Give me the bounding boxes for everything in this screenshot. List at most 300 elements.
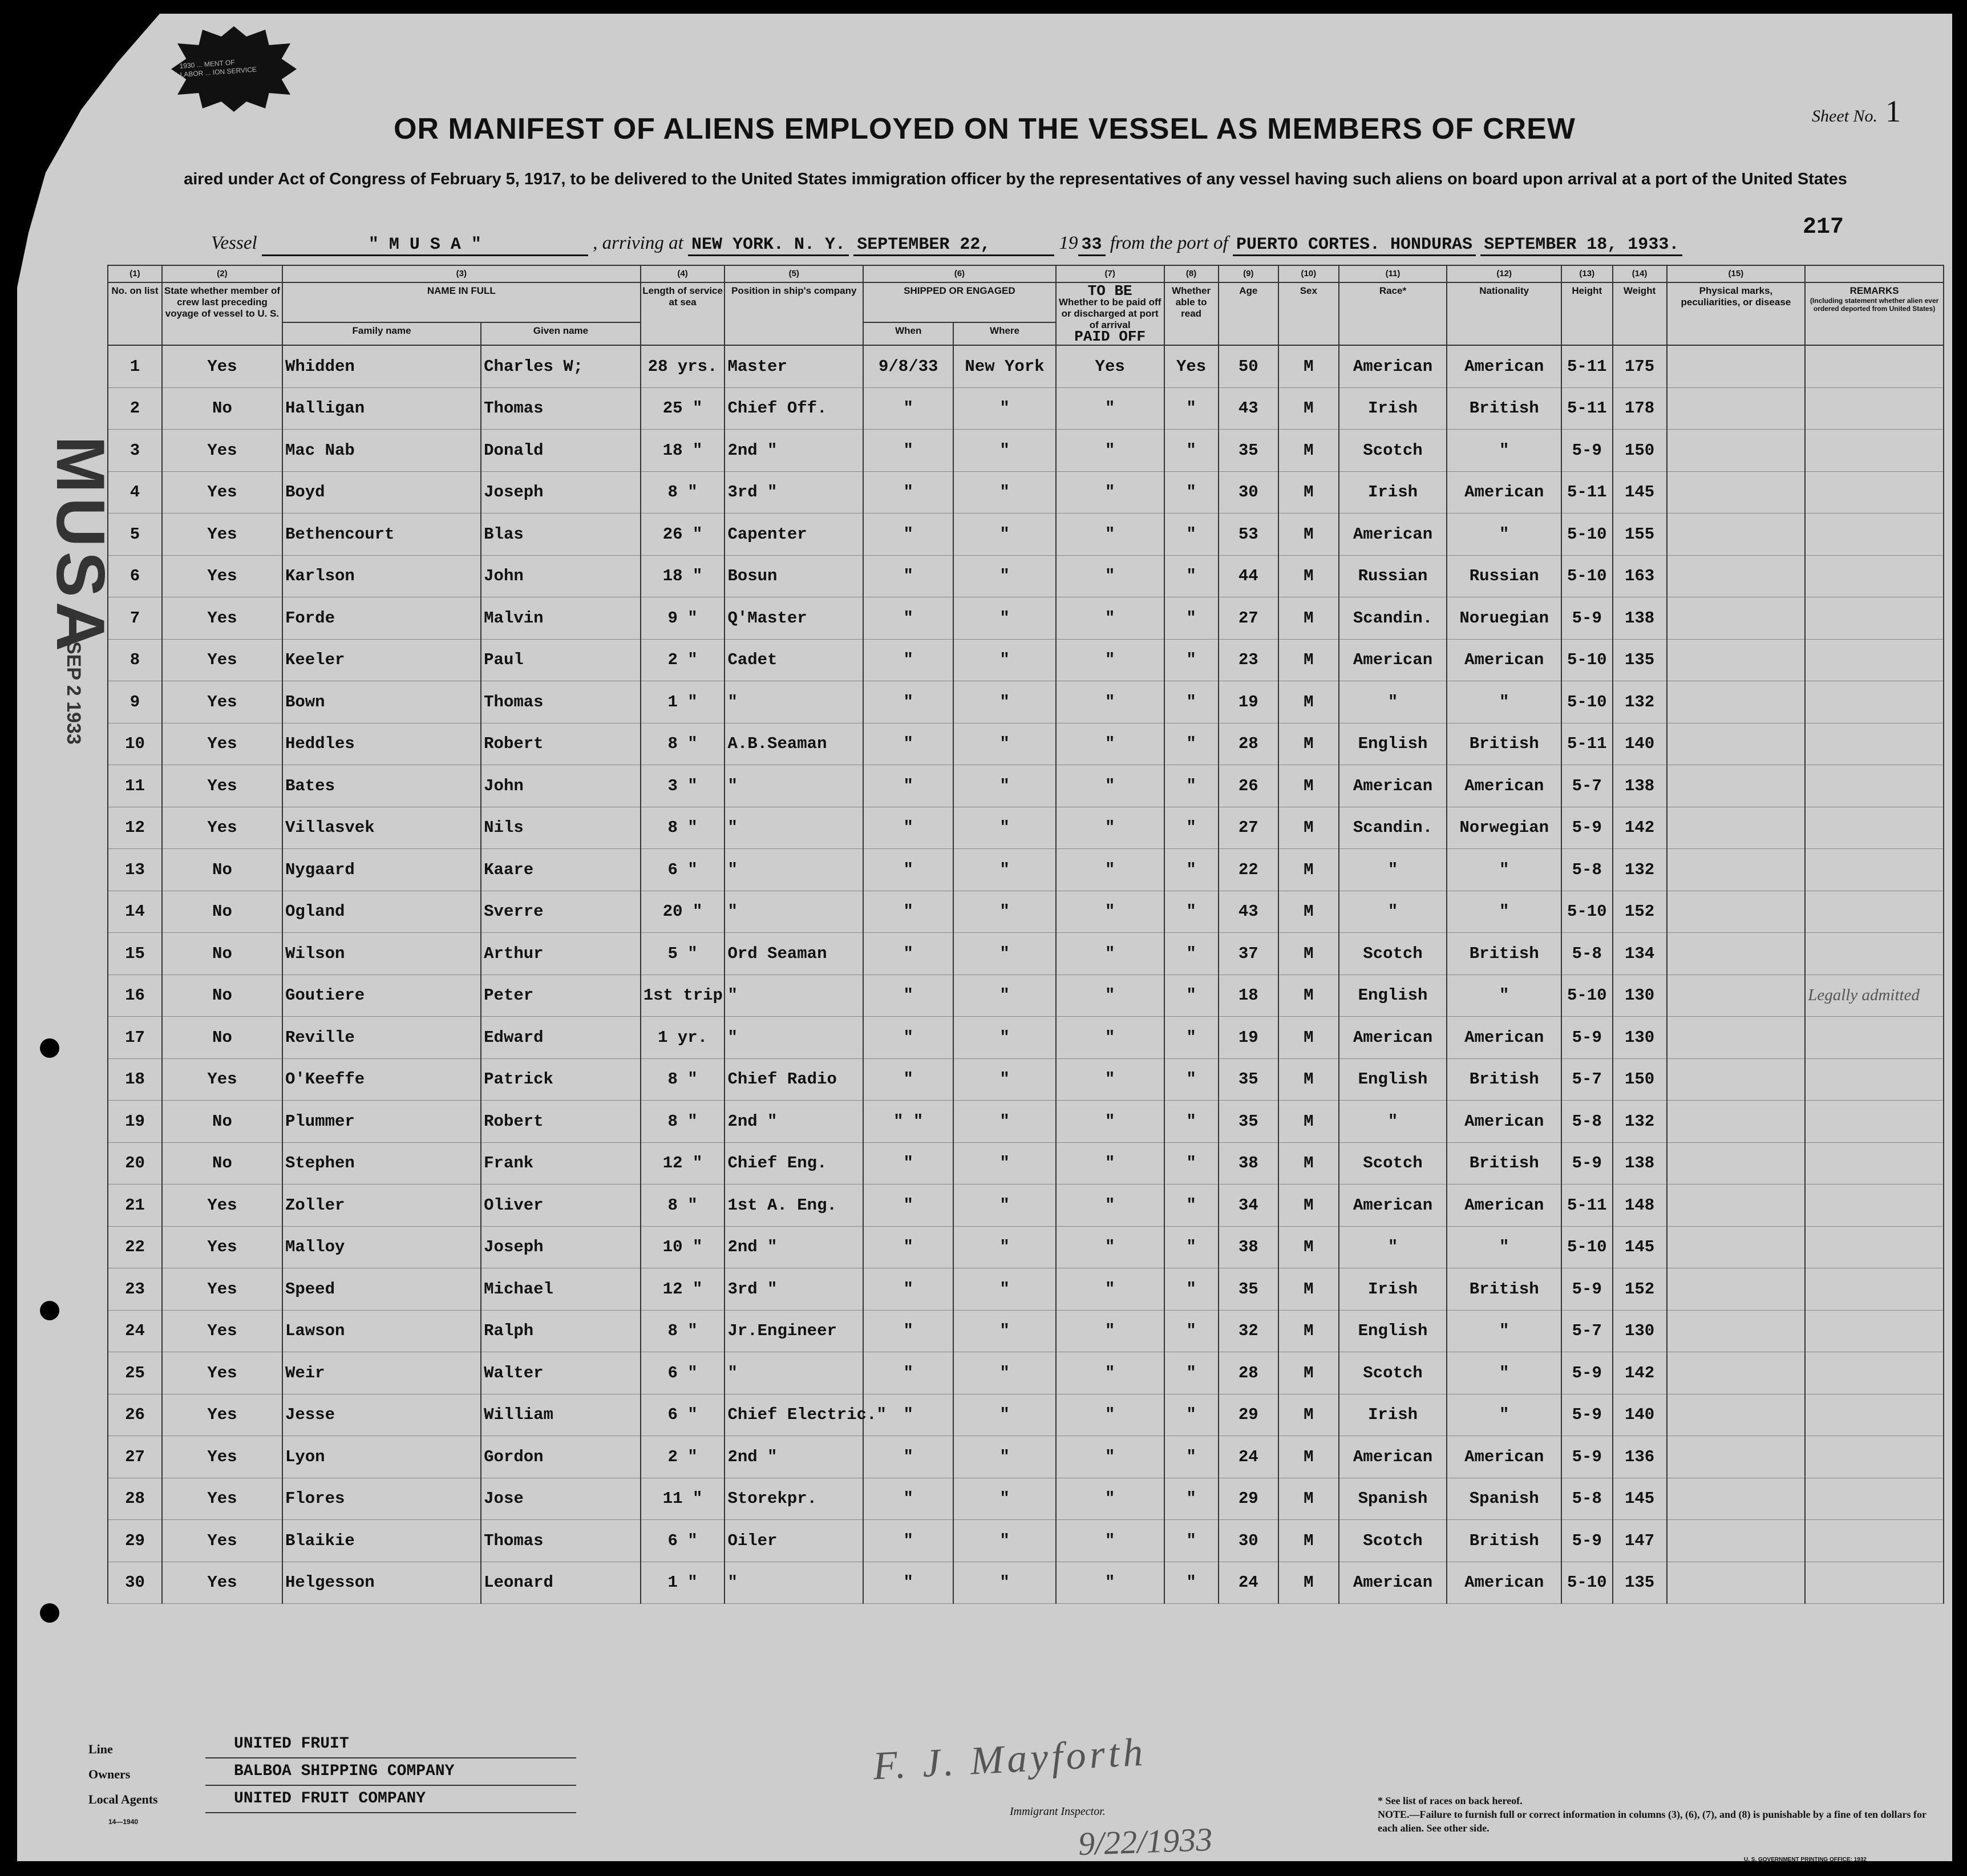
cell-age: 29 — [1219, 1478, 1279, 1520]
cell-row-number: 29 — [108, 1520, 162, 1562]
table-row — [108, 933, 1944, 975]
cell-age: 24 — [1219, 1436, 1279, 1478]
cell-able-to-read: " — [1164, 1562, 1219, 1604]
cell-physical-marks — [1667, 345, 1806, 387]
cell-length-of-service: 1 yr. — [641, 1017, 725, 1059]
cell-sex: M — [1278, 1226, 1339, 1268]
cell-sex: M — [1278, 765, 1339, 807]
cell-sex: M — [1278, 1436, 1339, 1478]
cell-shipped-when: " — [863, 1520, 953, 1562]
cell-previous-voyage: No — [162, 1017, 282, 1059]
sheet-number-value: 1 — [1885, 94, 1901, 128]
cell-sex: M — [1278, 514, 1339, 556]
cell-weight: 136 — [1613, 1436, 1667, 1478]
cell-able-to-read: " — [1164, 1184, 1219, 1227]
cell-family-name: Reville — [282, 1017, 481, 1059]
cell-able-to-read: " — [1164, 555, 1219, 597]
cell-remarks — [1805, 1184, 1944, 1227]
crew-table — [107, 265, 1944, 1604]
cell-length-of-service: 12 " — [641, 1142, 725, 1184]
cell-weight: 138 — [1613, 597, 1667, 640]
cell-family-name: Villasvek — [282, 807, 481, 849]
cell-nationality: American — [1447, 639, 1561, 681]
cell-shipped-where: " — [953, 1394, 1055, 1436]
table-row — [108, 765, 1944, 807]
cell-weight: 148 — [1613, 1184, 1667, 1227]
cell-nationality: American — [1447, 1562, 1561, 1604]
cell-position: 3rd " — [725, 471, 863, 514]
cell-family-name: Heddles — [282, 723, 481, 765]
cell-sex: M — [1278, 1352, 1339, 1394]
table-row — [108, 681, 1944, 723]
cell-sex: M — [1278, 681, 1339, 723]
cell-height: 5-10 — [1561, 555, 1613, 597]
cell-paid-off: " — [1056, 1058, 1164, 1101]
cell-position: " — [725, 765, 863, 807]
cell-age: 37 — [1219, 933, 1279, 975]
from-label: from the port of — [1110, 233, 1228, 253]
cell-paid-off: " — [1056, 1436, 1164, 1478]
cell-paid-off: " — [1056, 975, 1164, 1017]
cell-physical-marks — [1667, 597, 1806, 640]
cell-age: 18 — [1219, 975, 1279, 1017]
cell-age: 19 — [1219, 1017, 1279, 1059]
cell-family-name: Plummer — [282, 1101, 481, 1143]
table-row — [108, 1352, 1944, 1394]
colnum-12: (12) — [1447, 265, 1561, 282]
cell-age: 53 — [1219, 514, 1279, 556]
cell-position: 3rd " — [725, 1268, 863, 1311]
cell-able-to-read: " — [1164, 597, 1219, 640]
cell-previous-voyage: Yes — [162, 1562, 282, 1604]
cell-race: " — [1339, 849, 1447, 891]
cell-race: Scotch — [1339, 1352, 1447, 1394]
cell-weight: 145 — [1613, 471, 1667, 514]
cell-row-number: 14 — [108, 891, 162, 933]
footer-labels — [88, 1737, 158, 1812]
cell-shipped-where: " — [953, 555, 1055, 597]
cell-nationality: Spanish — [1447, 1478, 1561, 1520]
cell-physical-marks — [1667, 1478, 1806, 1520]
cell-given-name: Thomas — [481, 1520, 641, 1562]
cell-family-name: Lawson — [282, 1310, 481, 1352]
cell-weight: 132 — [1613, 1101, 1667, 1143]
cell-given-name: Oliver — [481, 1184, 641, 1227]
cell-age: 28 — [1219, 723, 1279, 765]
cell-able-to-read: " — [1164, 1520, 1219, 1562]
cell-row-number: 9 — [108, 681, 162, 723]
cell-physical-marks — [1667, 1436, 1806, 1478]
cell-row-number: 4 — [108, 471, 162, 514]
cell-length-of-service: 10 " — [641, 1226, 725, 1268]
cell-shipped-when: " — [863, 471, 953, 514]
cell-position: Ord Seaman — [725, 933, 863, 975]
cell-nationality: " — [1447, 849, 1561, 891]
table-row — [108, 1058, 1944, 1101]
cell-previous-voyage: Yes — [162, 1226, 282, 1268]
cell-shipped-when: " — [863, 1310, 953, 1352]
cell-age: 35 — [1219, 430, 1279, 472]
cell-weight: 138 — [1613, 1142, 1667, 1184]
cell-race: American — [1339, 1436, 1447, 1478]
cell-race: Scandin. — [1339, 597, 1447, 640]
cell-given-name: Michael — [481, 1268, 641, 1311]
margin-date: SEP 2 1933 — [63, 641, 84, 745]
cell-length-of-service: 18 " — [641, 555, 725, 597]
cell-shipped-when: " — [863, 514, 953, 556]
cell-weight: 135 — [1613, 639, 1667, 681]
cell-previous-voyage: Yes — [162, 345, 282, 387]
cell-previous-voyage: Yes — [162, 555, 282, 597]
cell-remarks: Legally admitted — [1805, 975, 1944, 1017]
cell-weight: 152 — [1613, 1268, 1667, 1311]
cell-given-name: Sverre — [481, 891, 641, 933]
cell-remarks — [1805, 933, 1944, 975]
cell-given-name: Paul — [481, 639, 641, 681]
cell-family-name: Whidden — [282, 345, 481, 387]
cell-shipped-where: " — [953, 807, 1055, 849]
cell-age: 50 — [1219, 345, 1279, 387]
header-paid-off — [1056, 282, 1164, 345]
to-be-stamp: TO BE — [1087, 282, 1132, 300]
arrival-date: SEPTEMBER 22, — [853, 235, 1054, 256]
cell-able-to-read: " — [1164, 1101, 1219, 1143]
cell-previous-voyage: No — [162, 933, 282, 975]
cell-age: 38 — [1219, 1142, 1279, 1184]
cell-family-name: Jesse — [282, 1394, 481, 1436]
cell-remarks — [1805, 1478, 1944, 1520]
cell-shipped-where: " — [953, 1226, 1055, 1268]
cell-given-name: Jose — [481, 1478, 641, 1520]
cell-shipped-when: " — [863, 933, 953, 975]
cell-remarks — [1805, 1268, 1944, 1311]
table-row — [108, 1394, 1944, 1436]
cell-shipped-when: " — [863, 849, 953, 891]
cell-remarks — [1805, 1436, 1944, 1478]
cell-physical-marks — [1667, 471, 1806, 514]
cell-shipped-when: " — [863, 1352, 953, 1394]
cell-height: 5-7 — [1561, 765, 1613, 807]
cell-nationality: " — [1447, 681, 1561, 723]
cell-shipped-where: " — [953, 387, 1055, 430]
line-label: Line — [88, 1742, 113, 1756]
cell-race: American — [1339, 514, 1447, 556]
cell-nationality: British — [1447, 1058, 1561, 1101]
cell-shipped-when: " — [863, 975, 953, 1017]
cell-race: American — [1339, 1017, 1447, 1059]
cell-shipped-when: " — [863, 807, 953, 849]
paid-off-stamp: PAID OFF — [1074, 328, 1146, 345]
cell-age: 35 — [1219, 1101, 1279, 1143]
cell-previous-voyage: Yes — [162, 597, 282, 640]
cell-given-name: John — [481, 765, 641, 807]
cell-sex: M — [1278, 471, 1339, 514]
cell-previous-voyage: Yes — [162, 1184, 282, 1227]
cell-sex: M — [1278, 723, 1339, 765]
cell-paid-off: " — [1056, 597, 1164, 640]
remarks-subtitle: (Including statement whether alien ever ordered deported from United States) — [1810, 297, 1939, 313]
cell-shipped-where: " — [953, 1268, 1055, 1311]
cell-weight: 150 — [1613, 1058, 1667, 1101]
cell-physical-marks — [1667, 555, 1806, 597]
cell-height: 5-8 — [1561, 1101, 1613, 1143]
cell-sex: M — [1278, 807, 1339, 849]
cell-shipped-when: " — [863, 1394, 953, 1436]
cell-age: 44 — [1219, 555, 1279, 597]
cell-family-name: Forde — [282, 597, 481, 640]
cell-previous-voyage: No — [162, 849, 282, 891]
manifest-sheet — [17, 14, 1952, 1861]
cell-shipped-where: " — [953, 1352, 1055, 1394]
cell-shipped-where: " — [953, 1310, 1055, 1352]
cell-sex: M — [1278, 891, 1339, 933]
cell-family-name: Bethencourt — [282, 514, 481, 556]
cell-nationality: British — [1447, 933, 1561, 975]
cell-remarks — [1805, 471, 1944, 514]
colnum-16 — [1805, 265, 1944, 282]
paid-off-text: Whether to be paid off or discharged at port of arrival — [1058, 297, 1161, 330]
cell-weight: 163 — [1613, 555, 1667, 597]
cell-remarks — [1805, 1058, 1944, 1101]
cell-nationality: " — [1447, 1352, 1561, 1394]
cell-sex: M — [1278, 975, 1339, 1017]
cell-height: 5-9 — [1561, 807, 1613, 849]
cell-length-of-service: 6 " — [641, 1520, 725, 1562]
cell-position: " — [725, 681, 863, 723]
cell-height: 5-9 — [1561, 1352, 1613, 1394]
sheet-label: Sheet No. — [1812, 107, 1877, 126]
cell-length-of-service: 18 " — [641, 430, 725, 472]
cell-shipped-when: " — [863, 597, 953, 640]
cell-remarks — [1805, 891, 1944, 933]
cell-given-name: Walter — [481, 1352, 641, 1394]
cell-remarks — [1805, 765, 1944, 807]
cell-shipped-when: " — [863, 1478, 953, 1520]
inspector-label: Immigrant Inspector. — [1010, 1805, 1106, 1818]
cell-previous-voyage: Yes — [162, 514, 282, 556]
cell-race: American — [1339, 639, 1447, 681]
cell-length-of-service: 26 " — [641, 514, 725, 556]
cell-family-name: Weir — [282, 1352, 481, 1394]
cell-length-of-service: 28 yrs. — [641, 345, 725, 387]
cell-length-of-service: 8 " — [641, 807, 725, 849]
cell-position: " — [725, 1562, 863, 1604]
cell-physical-marks — [1667, 1352, 1806, 1394]
cell-height: 5-10 — [1561, 891, 1613, 933]
cell-position: Oiler — [725, 1520, 863, 1562]
cell-shipped-where: " — [953, 1101, 1055, 1143]
vessel-line — [211, 233, 1682, 256]
cell-paid-off: " — [1056, 891, 1164, 933]
cell-previous-voyage: Yes — [162, 723, 282, 765]
cell-row-number: 6 — [108, 555, 162, 597]
cell-nationality: American — [1447, 1184, 1561, 1227]
cell-paid-off: " — [1056, 430, 1164, 472]
table-row — [108, 807, 1944, 849]
cell-nationality: British — [1447, 1268, 1561, 1311]
cell-shipped-when: " — [863, 765, 953, 807]
cell-family-name: Helgesson — [282, 1562, 481, 1604]
cell-row-number: 16 — [108, 975, 162, 1017]
cell-shipped-where: " — [953, 430, 1055, 472]
cell-remarks — [1805, 849, 1944, 891]
colnum-11: (11) — [1339, 265, 1447, 282]
colnum-7: (7) — [1056, 265, 1164, 282]
table-row — [108, 345, 1944, 387]
cell-previous-voyage: Yes — [162, 1352, 282, 1394]
cell-position: " — [725, 1017, 863, 1059]
cell-position: 1st A. Eng. — [725, 1184, 863, 1227]
cell-position: Jr.Engineer — [725, 1310, 863, 1352]
cell-physical-marks — [1667, 1101, 1806, 1143]
cell-length-of-service: 8 " — [641, 471, 725, 514]
cell-given-name: Donald — [481, 430, 641, 472]
table-row — [108, 1101, 1944, 1143]
cell-physical-marks — [1667, 1562, 1806, 1604]
cell-physical-marks — [1667, 387, 1806, 430]
cell-physical-marks — [1667, 1520, 1806, 1562]
cell-weight: 175 — [1613, 345, 1667, 387]
cell-length-of-service: 1 " — [641, 1562, 725, 1604]
cell-nationality: American — [1447, 345, 1561, 387]
cell-paid-off: " — [1056, 765, 1164, 807]
cell-remarks — [1805, 1352, 1944, 1394]
cell-paid-off: " — [1056, 807, 1164, 849]
cell-previous-voyage: Yes — [162, 681, 282, 723]
cell-sex: M — [1278, 933, 1339, 975]
cell-given-name: Charles W; — [481, 345, 641, 387]
cell-weight: 150 — [1613, 430, 1667, 472]
cell-nationality: American — [1447, 471, 1561, 514]
cell-age: 26 — [1219, 765, 1279, 807]
cell-nationality: American — [1447, 1436, 1561, 1478]
cell-race: English — [1339, 1058, 1447, 1101]
cell-weight: 130 — [1613, 975, 1667, 1017]
cell-position: Bosun — [725, 555, 863, 597]
cell-physical-marks — [1667, 975, 1806, 1017]
cell-family-name: Zoller — [282, 1184, 481, 1227]
cell-family-name: Stephen — [282, 1142, 481, 1184]
cell-position: Chief Radio — [725, 1058, 863, 1101]
cell-height: 5-11 — [1561, 471, 1613, 514]
header-physical-marks: Physical marks, peculiarities, or disease — [1667, 282, 1806, 345]
cell-physical-marks — [1667, 514, 1806, 556]
cell-row-number: 15 — [108, 933, 162, 975]
vessel-name: " M U S A " — [262, 235, 588, 256]
cell-shipped-where: " — [953, 1478, 1055, 1520]
cell-shipped-when: " — [863, 1017, 953, 1059]
table-row — [108, 1310, 1944, 1352]
cell-shipped-where: " — [953, 891, 1055, 933]
cell-race: Irish — [1339, 1394, 1447, 1436]
cell-height: 5-9 — [1561, 1142, 1613, 1184]
cell-shipped-where: " — [953, 514, 1055, 556]
cell-sex: M — [1278, 1394, 1339, 1436]
from-port: PUERTO CORTES. HONDURAS — [1233, 235, 1476, 256]
cell-remarks — [1805, 514, 1944, 556]
cell-weight: 142 — [1613, 1352, 1667, 1394]
table-row — [108, 1142, 1944, 1184]
cell-sex: M — [1278, 1520, 1339, 1562]
cell-given-name: Frank — [481, 1142, 641, 1184]
cell-paid-off: " — [1056, 1101, 1164, 1143]
cell-shipped-when: " — [863, 681, 953, 723]
cell-length-of-service: 20 " — [641, 891, 725, 933]
cell-nationality: " — [1447, 975, 1561, 1017]
cell-sex: M — [1278, 1101, 1339, 1143]
header-weight: Weight — [1613, 282, 1667, 345]
cell-row-number: 8 — [108, 639, 162, 681]
cell-shipped-when: 9/8/33 — [863, 345, 953, 387]
cell-previous-voyage: Yes — [162, 1268, 282, 1311]
table-row — [108, 387, 1944, 430]
cell-weight: 132 — [1613, 849, 1667, 891]
cell-able-to-read: " — [1164, 681, 1219, 723]
cell-race: American — [1339, 1562, 1447, 1604]
header-race: Race* — [1339, 282, 1447, 345]
cell-row-number: 18 — [108, 1058, 162, 1101]
cell-height: 5-11 — [1561, 387, 1613, 430]
cell-paid-off: " — [1056, 387, 1164, 430]
cell-able-to-read: " — [1164, 430, 1219, 472]
cell-race: Scandin. — [1339, 807, 1447, 849]
footer-values — [205, 1731, 576, 1813]
cell-length-of-service: 8 " — [641, 1101, 725, 1143]
cell-height: 5-10 — [1561, 514, 1613, 556]
table-row — [108, 1184, 1944, 1227]
cell-age: 35 — [1219, 1268, 1279, 1311]
table-row — [108, 849, 1944, 891]
cell-paid-off: " — [1056, 1478, 1164, 1520]
cell-race: " — [1339, 1101, 1447, 1143]
cell-physical-marks — [1667, 1142, 1806, 1184]
cell-nationality: " — [1447, 891, 1561, 933]
cell-physical-marks — [1667, 639, 1806, 681]
page-title: OR MANIFEST OF ALIENS EMPLOYED ON THE VESSEL AS MEMBERS OF CREW — [394, 112, 1576, 145]
cell-physical-marks — [1667, 1058, 1806, 1101]
cell-age: 30 — [1219, 1520, 1279, 1562]
cell-nationality: British — [1447, 1142, 1561, 1184]
cell-sex: M — [1278, 597, 1339, 640]
printing-office: U. S. GOVERNMENT PRINTING OFFICE: 1932 — [1743, 1857, 1867, 1863]
cell-shipped-where: " — [953, 639, 1055, 681]
cell-able-to-read: " — [1164, 1394, 1219, 1436]
cell-age: 30 — [1219, 471, 1279, 514]
cell-position: Chief Off. — [725, 387, 863, 430]
cell-sex: M — [1278, 387, 1339, 430]
table-row — [108, 723, 1944, 765]
cell-race: Irish — [1339, 1268, 1447, 1311]
cell-length-of-service: 6 " — [641, 1352, 725, 1394]
colnum-1: (1) — [108, 265, 162, 282]
cell-length-of-service: 25 " — [641, 387, 725, 430]
cell-position: " — [725, 975, 863, 1017]
cell-age: 24 — [1219, 1562, 1279, 1604]
cell-able-to-read: " — [1164, 975, 1219, 1017]
cell-row-number: 28 — [108, 1478, 162, 1520]
cell-row-number: 24 — [108, 1310, 162, 1352]
cell-shipped-where: " — [953, 681, 1055, 723]
cell-race: Scotch — [1339, 933, 1447, 975]
cell-row-number: 26 — [108, 1394, 162, 1436]
cell-paid-off: " — [1056, 555, 1164, 597]
departure-date: SEPTEMBER 18, 1933. — [1480, 235, 1682, 256]
arriving-label: , arriving at — [593, 233, 683, 253]
cell-physical-marks — [1667, 1226, 1806, 1268]
cell-age: 43 — [1219, 891, 1279, 933]
cell-remarks — [1805, 597, 1944, 640]
cell-position: Master — [725, 345, 863, 387]
